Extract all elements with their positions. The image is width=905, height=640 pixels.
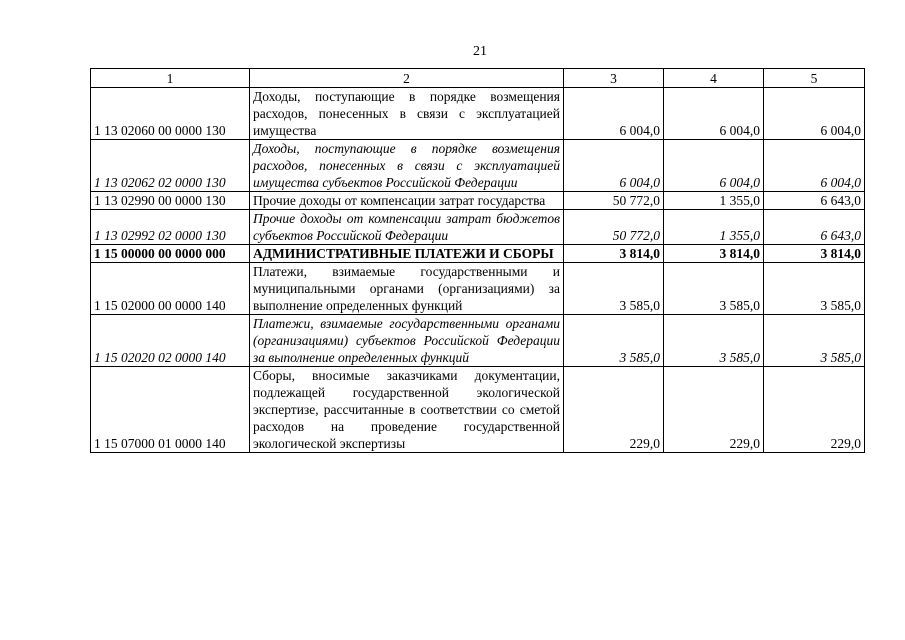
value-col-5: 6 004,0 xyxy=(764,88,865,140)
revenue-name: Платежи, взимаемые государственными органами (организациями) субъектов Российской Федерации за выполнение определенных функций xyxy=(250,315,564,367)
table-row xyxy=(91,88,865,140)
revenue-table xyxy=(90,68,865,453)
table-row xyxy=(91,140,865,192)
value-col-5: 6 004,0 xyxy=(764,140,865,192)
value-col-5: 6 643,0 xyxy=(764,192,865,210)
revenue-code: 1 15 00000 00 0000 000 xyxy=(91,245,250,263)
value-col-4: 1 355,0 xyxy=(664,210,764,245)
value-col-3: 50 772,0 xyxy=(564,210,664,245)
column-header-1: 1 xyxy=(91,69,250,88)
value-col-5: 3 814,0 xyxy=(764,245,865,263)
value-col-3: 50 772,0 xyxy=(564,192,664,210)
value-col-3: 6 004,0 xyxy=(564,88,664,140)
value-col-3: 3 585,0 xyxy=(564,263,664,315)
value-col-4: 6 004,0 xyxy=(664,140,764,192)
revenue-code: 1 13 02992 02 0000 130 xyxy=(91,210,250,245)
revenue-name: Сборы, вносимые заказчиками документации, подлежащей государственной экологической экспертизе, рассчитанные в соответствии со сметой расходов на проведение государственной экологической экспертизы xyxy=(250,367,564,453)
revenue-name: Прочие доходы от компенсации затрат государства xyxy=(250,192,564,210)
revenue-code: 1 13 02990 00 0000 130 xyxy=(91,192,250,210)
revenue-name: Платежи, взимаемые государственными и муниципальными органами (организациями) за выполнение определенных функций xyxy=(250,263,564,315)
value-col-5: 3 585,0 xyxy=(764,315,865,367)
revenue-name: Доходы, поступающие в порядке возмещения расходов, понесенных в связи с эксплуатацией имущества xyxy=(250,88,564,140)
value-col-4: 229,0 xyxy=(664,367,764,453)
table-row xyxy=(91,192,865,210)
value-col-4: 3 814,0 xyxy=(664,245,764,263)
revenue-code: 1 13 02062 02 0000 130 xyxy=(91,140,250,192)
value-col-4: 6 004,0 xyxy=(664,88,764,140)
value-col-4: 3 585,0 xyxy=(664,315,764,367)
column-header-5: 5 xyxy=(764,69,865,88)
value-col-3: 3 585,0 xyxy=(564,315,664,367)
table-row xyxy=(91,210,865,245)
table-row xyxy=(91,367,865,453)
revenue-code: 1 15 02000 00 0000 140 xyxy=(91,263,250,315)
header-row xyxy=(91,69,865,88)
column-header-3: 3 xyxy=(564,69,664,88)
column-header-4: 4 xyxy=(664,69,764,88)
table-row xyxy=(91,263,865,315)
value-col-3: 6 004,0 xyxy=(564,140,664,192)
value-col-5: 229,0 xyxy=(764,367,865,453)
revenue-name: Прочие доходы от компенсации затрат бюджетов субъектов Российской Федерации xyxy=(250,210,564,245)
value-col-3: 3 814,0 xyxy=(564,245,664,263)
table-row xyxy=(91,315,865,367)
value-col-5: 6 643,0 xyxy=(764,210,865,245)
value-col-3: 229,0 xyxy=(564,367,664,453)
revenue-code: 1 13 02060 00 0000 130 xyxy=(91,88,250,140)
column-header-2: 2 xyxy=(250,69,564,88)
value-col-4: 1 355,0 xyxy=(664,192,764,210)
revenue-code: 1 15 02020 02 0000 140 xyxy=(91,315,250,367)
table-row xyxy=(91,245,865,263)
revenue-name: АДМИНИСТРАТИВНЫЕ ПЛАТЕЖИ И СБОРЫ xyxy=(250,245,564,263)
page-number: 21 xyxy=(473,44,487,59)
revenue-name: Доходы, поступающие в порядке возмещения расходов, понесенных в связи с эксплуатацией имущества субъектов Российской Федерации xyxy=(250,140,564,192)
revenue-code: 1 15 07000 01 0000 140 xyxy=(91,367,250,453)
value-col-4: 3 585,0 xyxy=(664,263,764,315)
value-col-5: 3 585,0 xyxy=(764,263,865,315)
